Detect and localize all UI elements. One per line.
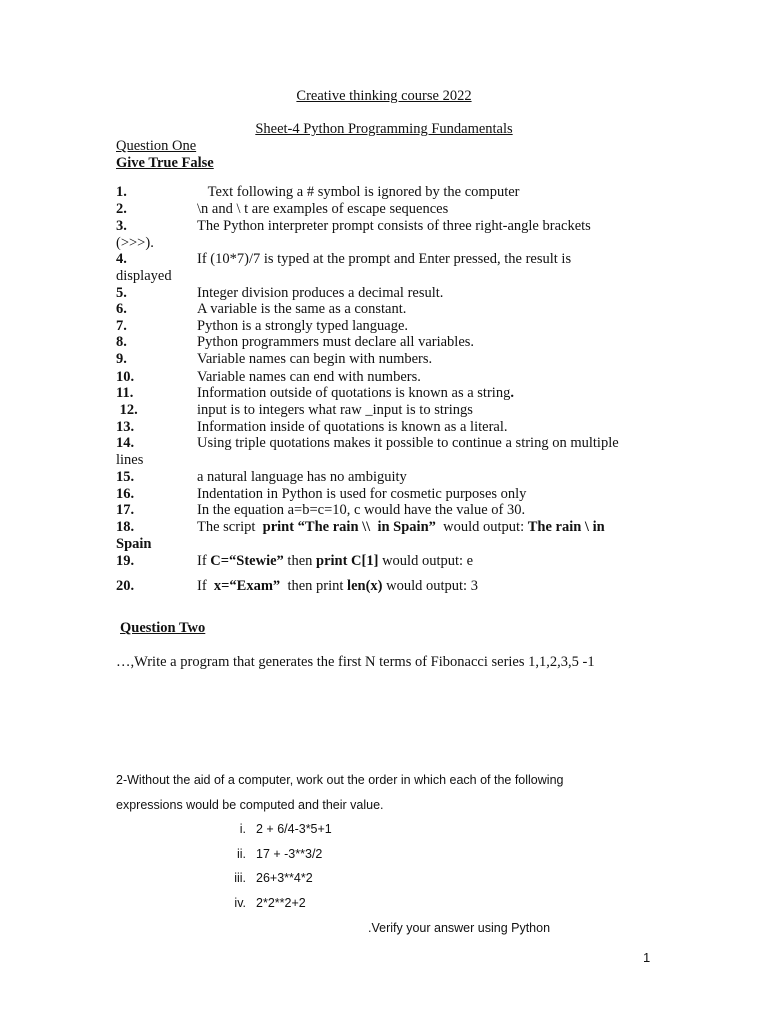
roman-numeral: ii. <box>236 847 246 861</box>
item-number: 2. <box>116 201 127 217</box>
item-text: Variable names can end with numbers. <box>197 369 421 385</box>
item-text: If (10*7)/7 is typed at the prompt and Enter pressed, the result is <box>197 251 572 267</box>
item-number: 11. <box>116 385 134 401</box>
item-continuation: (>>>). <box>116 235 154 251</box>
item-number: 15. <box>116 469 135 485</box>
item-text: Python is a strongly typed language. <box>197 318 409 334</box>
roman-numeral: iii. <box>234 871 246 885</box>
expression: 17 + -3**3/2 <box>256 847 323 861</box>
item-text: In the equation a=b=c=10, c would have the value of 30. <box>197 502 526 518</box>
expression: 2 + 6/4-3*5+1 <box>256 822 332 836</box>
item-number: 17. <box>116 502 135 518</box>
item-continuation: displayed <box>116 268 172 284</box>
item-text: If C=“Stewie” then print C[1] would output: e <box>197 553 474 569</box>
item-continuation: Spain <box>116 536 152 552</box>
expression: 26+3**4*2 <box>256 871 313 885</box>
roman-numeral: i. <box>239 822 246 836</box>
item-number: 8. <box>116 334 127 350</box>
item-text: a natural language has no ambiguity <box>197 469 407 485</box>
item-number: 18. <box>116 519 135 535</box>
item-text: Integer division produces a decimal result. <box>197 285 444 301</box>
item-text: The Python interpreter prompt consists of three right-angle brackets <box>197 218 591 234</box>
item-number: 3. <box>116 218 127 234</box>
item-continuation: lines <box>116 452 144 468</box>
sheet-title: Sheet-4 Python Programming Fundamentals <box>255 121 513 137</box>
item-number: 4. <box>116 251 127 267</box>
item-text: Information inside of quotations is known as a literal. <box>197 419 508 435</box>
item-text: input is to integers what raw _input is to strings <box>197 402 473 418</box>
item-text: Python programmers must declare all variables. <box>197 334 475 350</box>
question-two-heading: Question Two <box>120 620 206 636</box>
item-text: \n and \ t are examples of escape sequences <box>197 201 449 217</box>
roman-numeral: iv. <box>234 896 246 910</box>
item-number: 9. <box>116 351 127 367</box>
item-number: 20. <box>116 578 135 594</box>
expression: 2*2**2+2 <box>256 896 306 910</box>
item-number: 5. <box>116 285 127 301</box>
item-number: 16. <box>116 486 135 502</box>
item-text: Variable names can begin with numbers. <box>197 351 433 367</box>
item-number: 10. <box>116 369 135 385</box>
fibonacci-task: …,Write a program that generates the first N terms of Fibonacci series 1,1,2,3,5 -1 <box>116 654 595 670</box>
item-number: 6. <box>116 301 127 317</box>
item-text: If x=“Exam” then print len(x) would output: 3 <box>197 578 478 594</box>
item-number: 13. <box>116 419 135 435</box>
course-title: Creative thinking course 2022 <box>296 88 472 104</box>
item-number: 12. <box>116 402 138 418</box>
item-text: Using triple quotations makes it possible to continue a string on multiple <box>197 435 619 451</box>
item-number: 14. <box>116 435 135 451</box>
item-text: A variable is the same as a constant. <box>197 301 407 317</box>
question-one-heading: Question One <box>116 138 197 154</box>
question-one-subheading: Give True False <box>116 155 214 171</box>
page-number: 1 <box>643 950 651 965</box>
item-number: 19. <box>116 553 135 569</box>
item-number: 7. <box>116 318 127 334</box>
order-task-line-1: 2-Without the aid of a computer, work out the order in which each of the following <box>116 773 564 787</box>
verify-note: .Verify your answer using Python <box>368 921 551 935</box>
item-text: Indentation in Python is used for cosmetic purposes only <box>197 486 527 502</box>
item-text: Information outside of quotations is known as a string. <box>197 385 514 401</box>
item-text: Text following a # symbol is ignored by the computer <box>197 184 520 200</box>
item-text: The script print “The rain \\ in Spain” would output: The rain \ in <box>197 519 605 535</box>
order-task-line-2: expressions would be computed and their value. <box>116 798 384 812</box>
item-number: 1. <box>116 184 127 200</box>
